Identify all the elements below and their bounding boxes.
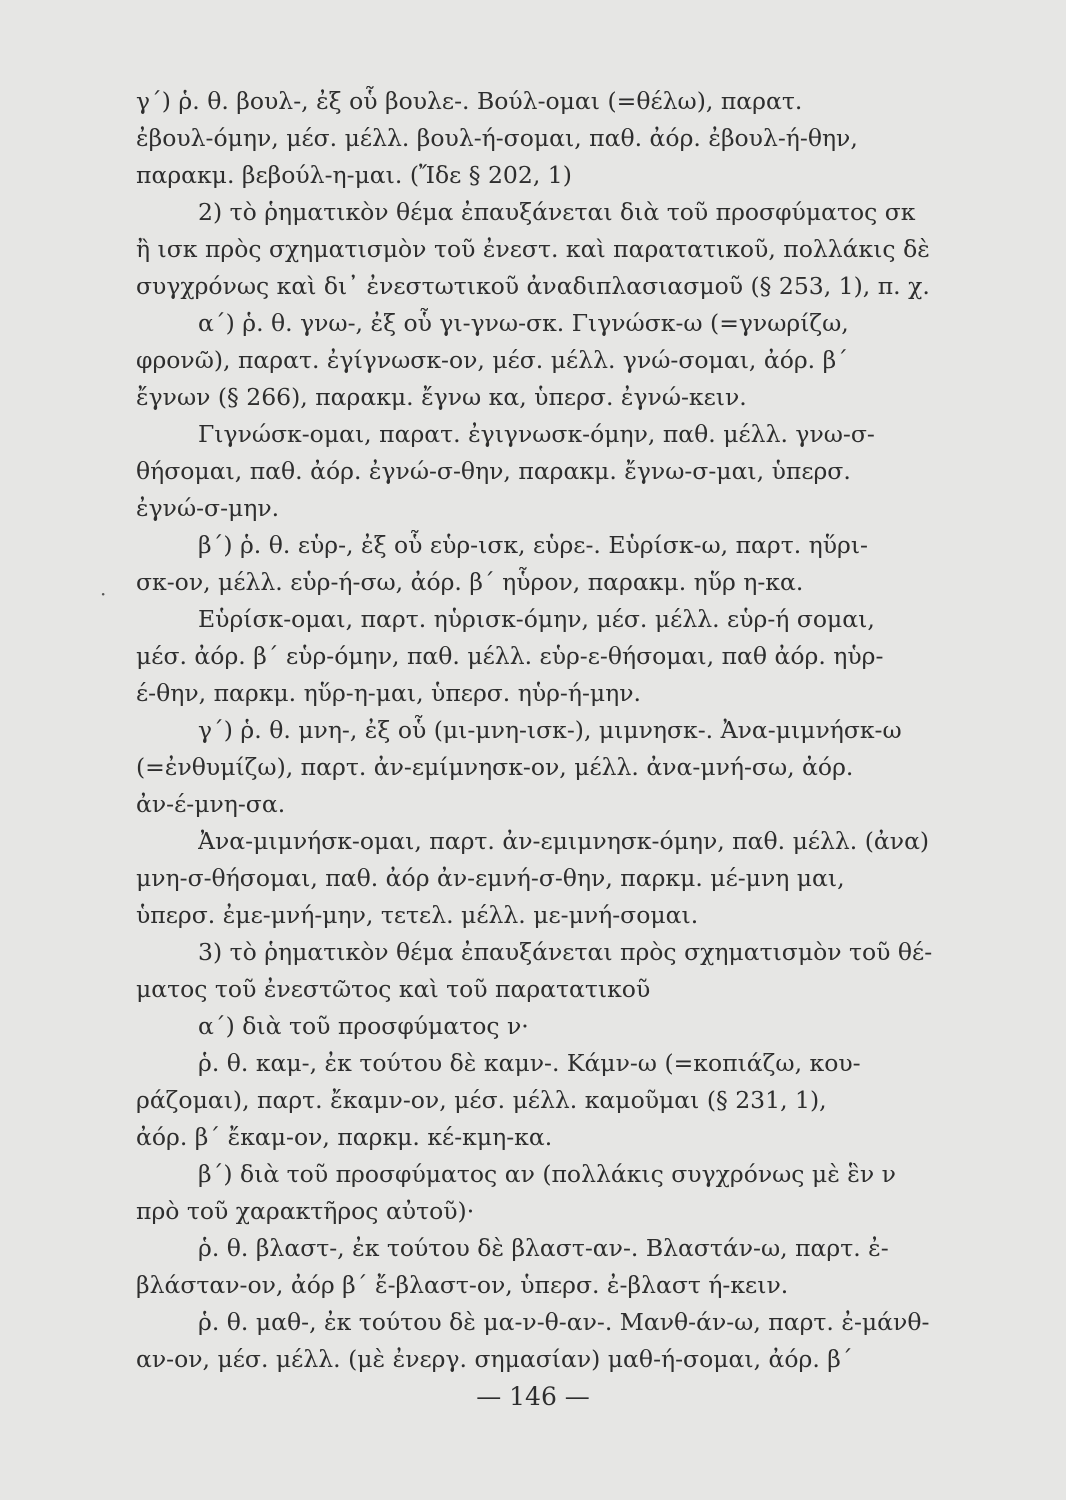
text-line: 2) τὸ ῥηματικὸν θέμα ἐπαυξάνεται διὰ τοῦ προσφύματος σκ [198,198,916,226]
margin-mark: · [100,582,107,606]
text-line: σκ-ον, μέλλ. εὑρ-ή-σω, ἀόρ. β΄ ηὗρον, παρακμ. ηὕρ η-κα. [136,568,804,596]
text-line: ματος τοῦ ἐνεστῶτος καὶ τοῦ παρατατικοῦ [136,975,651,1003]
text-line: θήσομαι, παθ. ἀόρ. ἐγνώ-σ-θην, παρακμ. ἔγνω-σ-μαι, ὑπερσ. [136,457,851,485]
text-line: Γιγνώσκ-ομαι, παρατ. ἐγιγνωσκ-όμην, παθ. μέλλ. γνω-σ- [198,420,875,448]
text-line: β΄) διὰ τοῦ προσφύματος αν (πολλάκις συγχρόνως μὲ ἓν ν [198,1160,896,1188]
text-line: ὑπερσ. ἐμε-μνή-μην, τετελ. μέλλ. με-μνή-σομαι. [136,901,699,929]
text-line: ῥ. θ. καμ-, ἐκ τούτου δὲ καμν-. Κάμν-ω (=κοπιάζω, κου- [198,1049,861,1077]
text-line: ἐγνώ-σ-μην. [136,494,280,522]
text-line: 3) τὸ ῥηματικὸν θέμα ἐπαυξάνεται πρὸς σχηματισμὸν τοῦ θέ- [198,938,933,966]
text-line: ἀόρ. β΄ ἔκαμ-ον, παρκμ. κέ-κμη-κα. [136,1123,553,1151]
text-line: ῥ. θ. βλαστ-, ἐκ τούτου δὲ βλαστ-αν-. Βλαστάν-ω, παρτ. ἐ- [198,1234,889,1262]
text-line: ἐβουλ-όμην, μέσ. μέλλ. βουλ-ή-σομαι, παθ. ἀόρ. ἐβουλ-ή-θην, [136,124,858,152]
page-number: — 146 — [476,1382,590,1411]
text-line: έ-θην, παρκμ. ηὕρ-η-μαι, ὑπερσ. ηὑρ-ή-μην. [136,679,641,707]
text-line: παρακμ. βεβούλ-η-μαι. (Ἴδε § 202, 1) [136,161,572,189]
text-line: ράζομαι), παρτ. ἔκαμν-ον, μέσ. μέλλ. καμοῦμαι (§ 231, 1), [136,1086,827,1114]
text-line: β΄) ῥ. θ. εὑρ-, ἐξ οὗ εὑρ-ισκ, εὑρε-. Εὑρίσκ-ω, παρτ. ηὕρι- [198,531,868,559]
text-line: α΄) ῥ. θ. γνω-, ἐξ οὗ γι-γνω-σκ. Γιγνώσκ-ω (=γνωρίζω, [198,309,849,337]
text-line: μέσ. ἀόρ. β΄ εὑρ-όμην, παθ. μέλλ. εὑρ-ε-θήσομαι, παθ ἀόρ. ηὑρ- [136,642,884,670]
text-line: ἢ ισκ πρὸς σχηματισμὸν τοῦ ἐνεστ. καὶ παρατατικοῦ, πολλάκις δὲ [136,235,930,263]
text-line: ῥ. θ. μαθ-, ἐκ τούτου δὲ μα-ν-θ-αν-. Μανθ-άν-ω, παρτ. ἐ-μάνθ- [198,1308,930,1336]
text-line: ἀν-έ-μνη-σα. [136,790,286,818]
text-line: φρονῶ), παρατ. ἐγίγνωσκ-ον, μέσ. μέλλ. γνώ-σομαι, ἀόρ. β΄ [136,346,848,374]
text-line: πρὸ τοῦ χαρακτῆρος αὐτοῦ)· [136,1197,475,1225]
text-line: α΄) διὰ τοῦ προσφύματος ν· [198,1012,529,1040]
text-line: αν-ον, μέσ. μέλλ. (μὲ ἐνεργ. σημασίαν) μαθ-ή-σομαι, ἀόρ. β΄ [136,1345,853,1373]
text-line: γ΄) ῥ. θ. μνη-, ἐξ οὗ (μι-μνη-ισκ-), μιμνησκ-. Ἀνα-μιμνήσκ-ω [198,716,902,744]
text-line: γ΄) ῥ. θ. βουλ-, ἐξ οὗ βουλε-. Βούλ-ομαι (=θέλω), παρατ. [136,87,803,115]
text-line: συγχρόνως καὶ δι᾿ ἐνεστωτικοῦ ἀναδιπλασιασμοῦ (§ 253, 1), π. χ. [136,272,930,300]
text-line: ἔγνων (§ 266), παρακμ. ἔγνω κα, ὑπερσ. ἐγνώ-κειν. [136,383,747,411]
text-line: μνη-σ-θήσομαι, παθ. ἀόρ ἀν-εμνή-σ-θην, παρκμ. μέ-μνη μαι, [136,864,845,892]
text-line: (=ἐνθυμίζω), παρτ. ἀν-εμίμνησκ-ον, μέλλ. ἀνα-μνή-σω, ἀόρ. [136,753,854,781]
text-line: βλάσταν-ον, ἀόρ β΄ ἔ-βλαστ-ον, ὑπερσ. ἐ-βλαστ ή-κειν. [136,1271,789,1299]
text-line: Ἀνα-μιμνήσκ-ομαι, παρτ. ἀν-εμιμνησκ-όμην, παθ. μέλλ. (ἀνα) [198,827,930,855]
text-line: Εὑρίσκ-ομαι, παρτ. ηὑρισκ-όμην, μέσ. μέλλ. εὑρ-ή σομαι, [198,605,875,633]
